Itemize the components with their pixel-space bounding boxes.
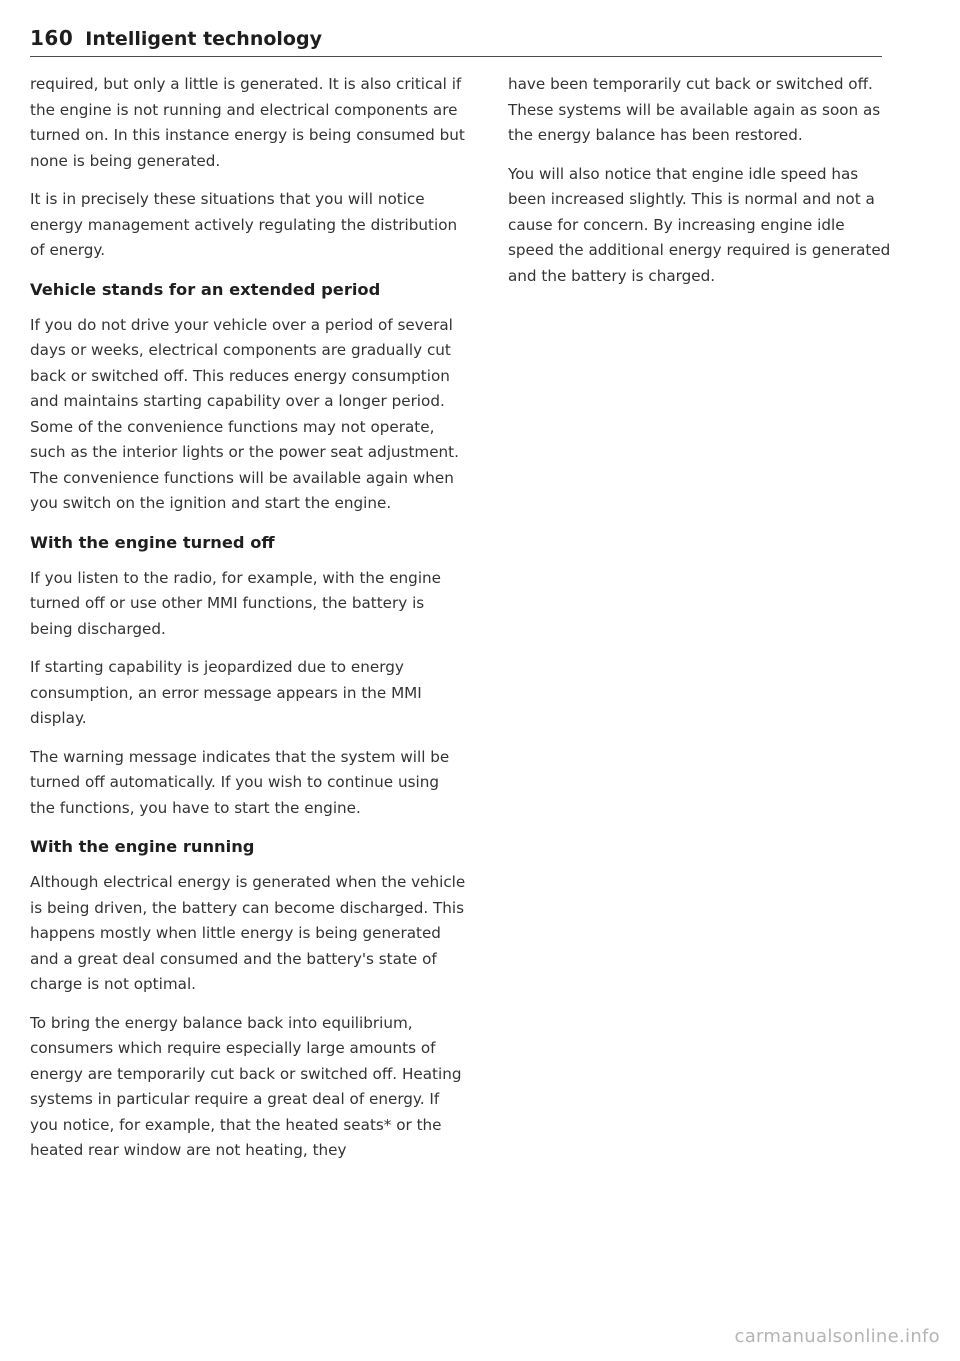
- subheading-extended-period: Vehicle stands for an extended period: [30, 279, 381, 299]
- paragraph: If you listen to the radio, for example, with the engine turned off or use other MMI functions, the battery is being discharged.: [30, 568, 442, 638]
- paragraph: Although electrical energy is generated when the vehicle is being driven, the battery can become discharged. This happens mostly when little energy is being generated and a great deal consumed and the battery's state of charge is not optimal.: [30, 873, 466, 993]
- header-divider: [30, 56, 882, 57]
- page-header: [30, 26, 882, 54]
- paragraph: It is in precisely these situations that you will notice energy management actively regulating the distribution of energy.: [30, 190, 458, 259]
- subheading-engine-running: With the engine running: [30, 837, 255, 856]
- paragraph: If starting capability is jeopardized due to energy consumption, an error message appears in the MMI display.: [30, 658, 422, 727]
- paragraph: required, but only a little is generated. It is also critical if the engine is not running and electrical components are turned on. In this instance energy is being consumed but none is being generated.: [30, 75, 465, 170]
- paragraph: have been temporarily cut back or switched off. These systems will be available again as soon as the energy balance has been restored.: [508, 75, 881, 144]
- left-column: [30, 72, 468, 1177]
- subheading-engine-off: With the engine turned off: [30, 532, 275, 552]
- right-column: [508, 72, 893, 302]
- section-title: Intelligent technology: [85, 28, 322, 50]
- paragraph: To bring the energy balance back into equilibrium, consumers which require especially large amounts of energy are temporarily cut back or switched off. Heating systems in particular require a great deal of energy. If you notice, for example, that the heated seats* or the heated rear window are not heating, they: [30, 1013, 462, 1159]
- paragraph: The warning message indicates that the system will be turned off automatically. If you wish to continue using the functions, you have to start the engine.: [30, 747, 450, 817]
- paragraph: If you do not drive your vehicle over a period of several days or weeks, electrical components are gradually cut back or switched off. This reduces energy consumption and maintains starting capability over a longer period. Some of the convenience functions may not operate, such as the interior lights or the power seat adjustment. The convenience functions will be available again when you switch on the ignition and start the engine.: [30, 315, 459, 512]
- page-number: 160: [30, 26, 74, 50]
- paragraph: You will also notice that engine idle speed has been increased slightly. This is normal and not a cause for concern. By increasing engine idle speed the additional energy required is generated and the battery is charged.: [508, 164, 891, 285]
- watermark: carmanualsonline.info: [734, 1326, 940, 1347]
